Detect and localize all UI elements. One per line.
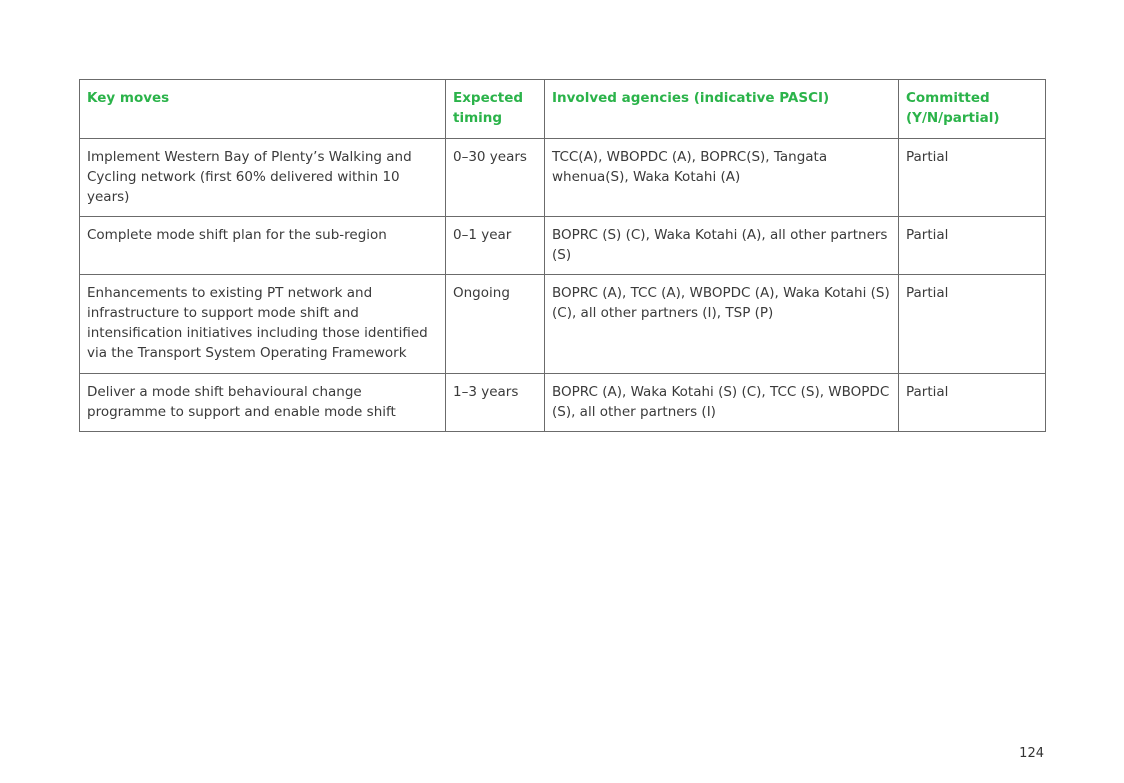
table-row: [80, 139, 1046, 217]
cell-timing: 1–3 years: [446, 374, 545, 432]
cell-committed: Partial: [899, 139, 1046, 217]
cell-committed: Partial: [899, 275, 1046, 374]
cell-agencies: BOPRC (S) (C), Waka Kotahi (A), all other partners (S): [545, 217, 899, 275]
cell-agencies: TCC(A), WBOPDC (A), BOPRC(S), Tangata whenua(S), Waka Kotahi (A): [545, 139, 899, 217]
table-row: [80, 374, 1046, 432]
cell-key-move: Enhancements to existing PT network and infrastructure to support mode shift and intensification initiatives including those identified via the Transport System Operating Framework: [80, 275, 446, 374]
header-committed: Committed (Y/N/partial): [899, 80, 1046, 139]
cell-key-move: Implement Western Bay of Plenty’s Walking and Cycling network (first 60% delivered within 10 years): [80, 139, 446, 217]
header-involved-agencies: Involved agencies (indicative PASCI): [545, 80, 899, 139]
cell-timing: Ongoing: [446, 275, 545, 374]
header-key-moves: Key moves: [80, 80, 446, 139]
key-moves-table: [79, 79, 1046, 432]
cell-timing: 0–1 year: [446, 217, 545, 275]
cell-agencies: BOPRC (A), Waka Kotahi (S) (C), TCC (S), WBOPDC (S), all other partners (I): [545, 374, 899, 432]
cell-timing: 0–30 years: [446, 139, 545, 217]
table-row: [80, 275, 1046, 374]
cell-committed: Partial: [899, 217, 1046, 275]
page-number: 124: [1019, 746, 1044, 761]
header-expected-timing: Expected timing: [446, 80, 545, 139]
table-header-row: [80, 80, 1046, 139]
cell-key-move: Deliver a mode shift behavioural change programme to support and enable mode shift: [80, 374, 446, 432]
cell-agencies: BOPRC (A), TCC (A), WBOPDC (A), Waka Kotahi (S) (C), all other partners (I), TSP (P): [545, 275, 899, 374]
table-row: [80, 217, 1046, 275]
cell-committed: Partial: [899, 374, 1046, 432]
cell-key-move: Complete mode shift plan for the sub-region: [80, 217, 446, 275]
